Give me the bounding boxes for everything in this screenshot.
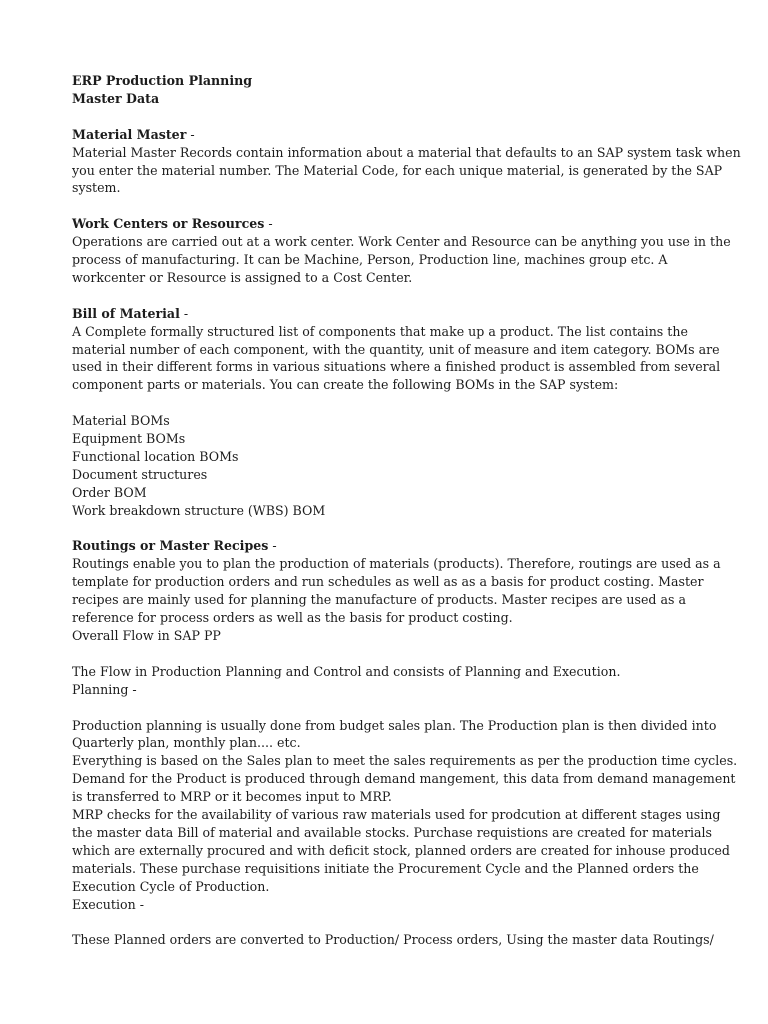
flow-intro: The Flow in Production Planning and Control and consists of Planning and Execution. <box>72 663 621 679</box>
heading-dash: - <box>186 126 195 142</box>
planning-label: Planning - <box>72 681 137 697</box>
paragraph-line: the master data Bill of material and available stocks. Purchase requistions are created for materials <box>72 824 712 840</box>
paragraph-line: which are externally procured and with deficit stock, planned orders are created for inhouse produced <box>72 842 730 858</box>
execution-label: Execution - <box>72 896 144 912</box>
heading-text: Bill of Material <box>72 305 180 321</box>
paragraph-line: system. <box>72 180 121 196</box>
heading-text: Material Master <box>72 126 187 142</box>
paragraph-line: process of manufacturing. It can be Machine, Person, Production line, machines group etc. A <box>72 252 668 268</box>
subheading-overall-flow: Overall Flow in SAP PP <box>72 628 221 644</box>
paragraph-line: reference for process orders as well as the basis for product costing. <box>72 610 513 626</box>
paragraph-line: Quarterly plan, monthly plan.... etc. <box>72 735 301 751</box>
bom-type-item: Order BOM <box>72 484 147 500</box>
bom-type-item: Material BOMs <box>72 413 170 429</box>
paragraph-line: template for production orders and run schedules as well as as a basis for product costing. Master <box>72 574 704 590</box>
paragraph-line: recipes are mainly used for planning the manufacture of products. Master recipes are used as a <box>72 592 686 608</box>
heading-dash: - <box>264 216 273 232</box>
paragraph-line: A Complete formally structured list of components that make up a product. The list contains the <box>72 323 688 339</box>
spacer <box>72 520 702 538</box>
spacer <box>72 394 702 412</box>
document-subtitle: Master Data <box>72 90 160 106</box>
section-heading-work-centers <box>72 215 702 233</box>
heading-dash: - <box>179 305 189 321</box>
paragraph-line: materials. These purchase requisitions initiate the Procurement Cycle and the Planned orders the <box>72 860 699 876</box>
paragraph-line: is transferred to MRP or it becomes input to MRP. <box>72 789 392 805</box>
paragraph-line: used in their different forms in various situations where a finished product is assembled from several <box>72 359 721 375</box>
spacer <box>72 287 702 305</box>
spacer <box>72 913 702 931</box>
bom-type-item: Equipment BOMs <box>72 431 186 447</box>
paragraph-line: Routings enable you to plan the production of materials (products). Therefore, routings are used as a <box>72 556 721 572</box>
paragraph-line: material number of each component, with the quantity, unit of measure and item category. BOMs are <box>72 341 720 357</box>
paragraph-line: Production planning is usually done from budget sales plan. The Production plan is then divided into <box>72 717 717 733</box>
section-heading-bill-of-material <box>72 305 702 323</box>
paragraph-line: Everything is based on the Sales plan to meet the sales requirements as per the production time cycles. <box>72 753 738 769</box>
spacer <box>72 108 702 126</box>
bom-type-item: Document structures <box>72 466 208 482</box>
document-title: ERP Production Planning <box>72 73 253 88</box>
paragraph-line: you enter the material number. The Material Code, for each unique material, is generated by the SAP <box>72 162 723 178</box>
heading-text: Routings or Master Recipes <box>72 538 269 554</box>
heading-text: Work Centers or Resources <box>72 216 265 232</box>
spacer <box>72 645 702 663</box>
bom-type-item: Work breakdown structure (WBS) BOM <box>72 502 326 518</box>
paragraph-line: Demand for the Product is produced through demand mangement, this data from demand management <box>72 771 736 787</box>
paragraph-line: Execution Cycle of Production. <box>72 878 270 894</box>
paragraph-line: MRP checks for the availability of various raw materials used for prodcution at different stages using <box>72 807 721 823</box>
document-page <box>72 72 741 949</box>
spacer <box>72 197 702 215</box>
paragraph-line: Operations are carried out at a work center. Work Center and Resource can be anything you use in the <box>72 234 731 250</box>
section-heading-material-master <box>72 126 702 144</box>
paragraph-line: These Planned orders are converted to Production/ Process orders, Using the master data Routings/ <box>72 932 714 948</box>
bom-type-item: Functional location BOMs <box>72 448 239 464</box>
paragraph-line: workcenter or Resource is assigned to a Cost Center. <box>72 269 413 285</box>
paragraph-line: component parts or materials. You can create the following BOMs in the SAP system: <box>72 377 619 393</box>
section-heading-routings <box>72 537 702 555</box>
heading-dash: - <box>268 538 277 554</box>
paragraph-line: Material Master Records contain information about a material that defaults to an SAP system task when <box>72 144 741 160</box>
spacer <box>72 699 702 717</box>
